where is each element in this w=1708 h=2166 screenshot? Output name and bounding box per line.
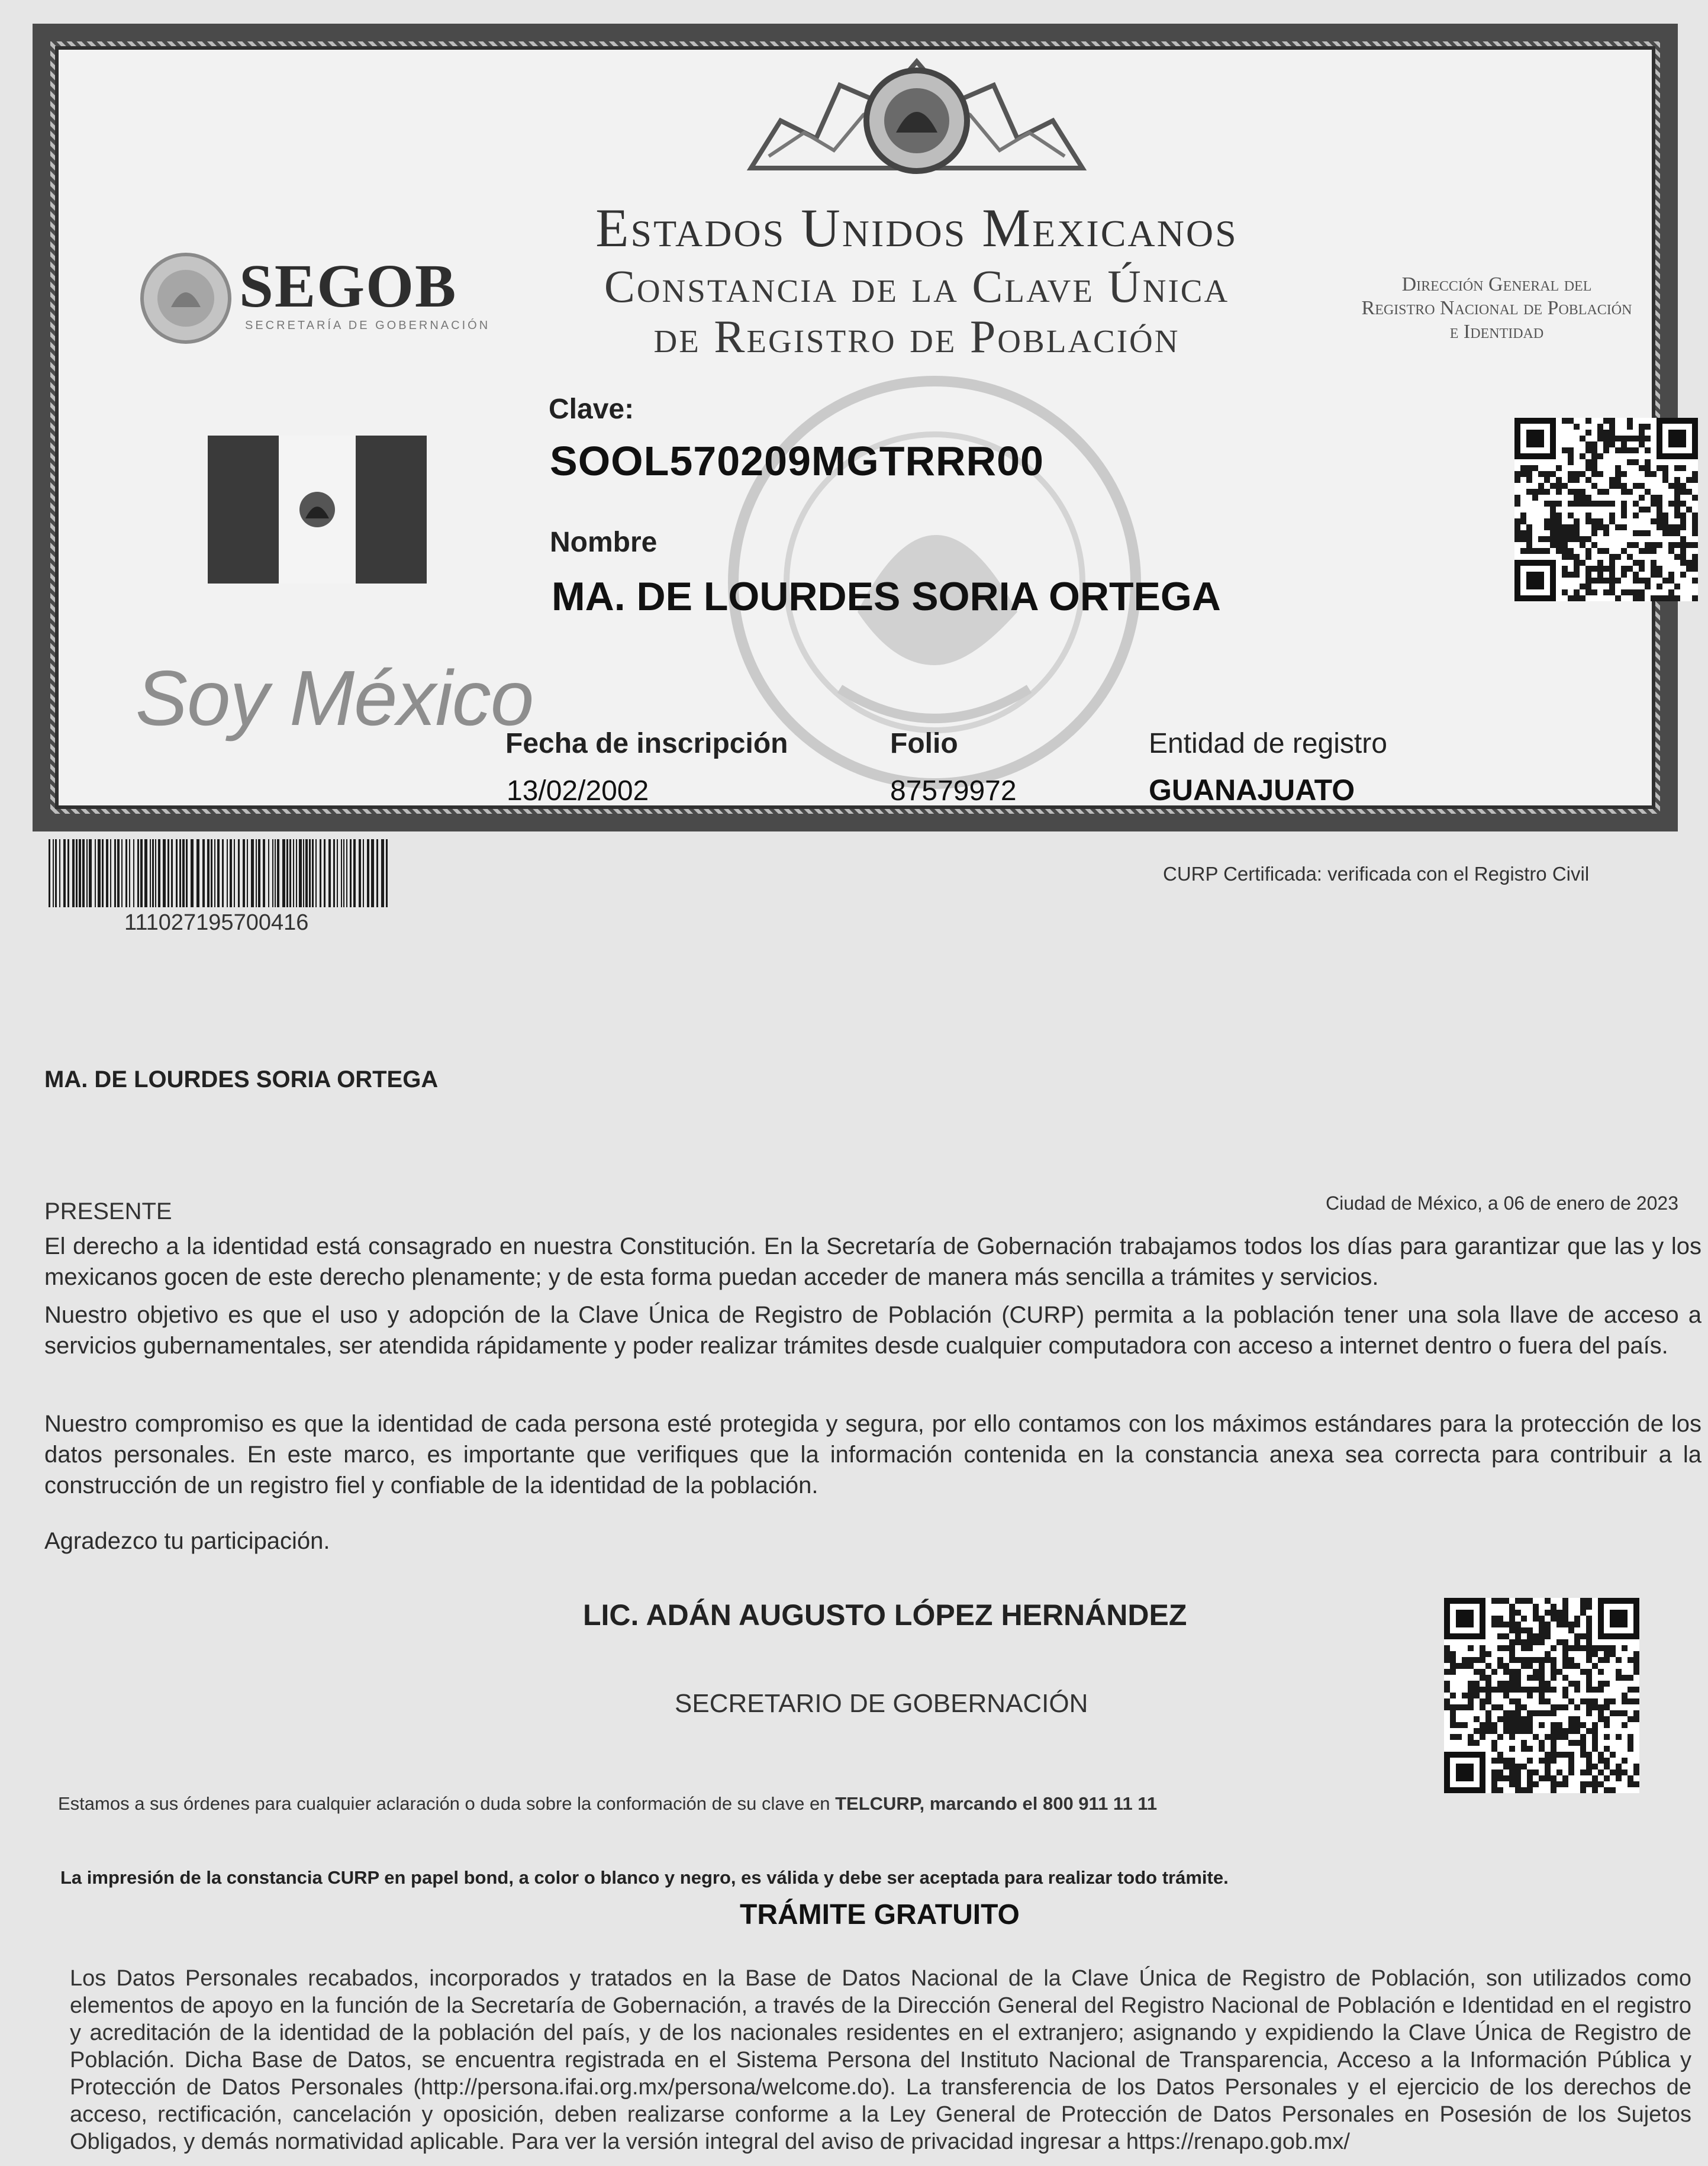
direccion-line1: Dirección General del <box>1401 273 1592 295</box>
national-emblem-icon <box>745 50 1088 174</box>
fecha-inscripcion-label: Fecha de inscripción <box>505 728 788 759</box>
print-validity-note: La impresión de la constancia CURP en papel bond, a color o blanco y negro, es válida y debe ser aceptada para realizar todo trámite. <box>60 1867 1229 1888</box>
segob-title: SEGOB <box>239 252 457 320</box>
barcode-number: 111027195700416 <box>124 910 309 935</box>
privacy-notice: Los Datos Personales recabados, incorporados y tratados en la Base de Datos Nacional de la Clave Única de Registro de Población, son utilizados como elementos de apoyo en la función de la Secretaría de Gobernación, a través de la Dirección General del Registro Nacional de Población e Identidad en el registro y acreditación de la identidad de la población del país, y de los nacionales residentes en el extranjero; asignando y expidiendo la Clave Única de Registro de Población. Dicha Base de Datos, se encuentra registrada en el Sistema Persona del Instituto Nacional de Transparencia, Acceso a la Información Pública y Protección de Datos Personales (http://persona.ifai.org.mx/persona/welcome.do). La transferencia de los Datos Personales y el ejercicio de los derechos de acceso, rectificación, cancelación y oposición, deben realizarse conforme a la Ley General de Protección de Datos Personales en Posesión de los Sujetos Obligados, y demás normatividad aplicable. Para ver la versión integral del aviso de privacidad ingresar a https://renapo.gob.mx/ <box>70 1966 1691 2154</box>
barcode-icon <box>47 839 389 907</box>
segob-subtitle: SECRETARÍA DE GOBERNACIÓN <box>245 319 491 332</box>
letter-paragraph: Nuestro compromiso es que la identidad de cada persona esté protegida y segura, por ello contamos con los máximos estándares para la protección de los datos personales. En este marco, es importante que verifiques que la información contenida en la constancia anexa sea correcta para contribuir a la construcción de un registro fiel y confiable de la identidad de la población. <box>44 1411 1701 1498</box>
document-title-line2: de Registro de Población <box>653 311 1180 362</box>
direccion-line3: e Identidad <box>1449 321 1544 343</box>
contact-note <box>58 1793 1157 1814</box>
segob-seal-icon <box>138 251 233 346</box>
entidad-registro-value: GUANAJUATO <box>1149 773 1355 807</box>
certification-note: CURP Certificada: verificada con el Registro Civil <box>1163 863 1590 885</box>
contact-phone: TELCURP, marcando el 800 911 11 11 <box>835 1793 1158 1814</box>
nombre-label: Nombre <box>550 527 658 558</box>
letter-recipient: MA. DE LOURDES SORIA ORTEGA <box>44 1066 439 1092</box>
clave-label: Clave: <box>549 394 634 425</box>
contact-text: Estamos a sus órdenes para cualquier aclaración o duda sobre la conformación de su clave en <box>58 1793 836 1814</box>
letter-paragraph: El derecho a la identidad está consagrado en nuestra Constitución. En la Secretaría de Gobernación trabajamos todos los días para garantizar que las y los mexicanos gocen de este derecho plenamente; y de esta forma puedan acceder de manera más sencilla a trámites y servicios. <box>44 1233 1701 1290</box>
letter-closing: Agradezco tu participación. <box>44 1528 330 1554</box>
direccion-line2: Registro Nacional de Población <box>1361 297 1632 319</box>
document-title-line1: Constancia de la Clave Única <box>604 260 1230 312</box>
qr-code-icon <box>1514 418 1698 601</box>
letter-salutation: PRESENTE <box>44 1198 172 1224</box>
clave-value: SOOL570209MGTRRR00 <box>550 438 1044 484</box>
letter-place-date: Ciudad de México, a 06 de enero de 2023 <box>1326 1192 1678 1214</box>
qr-code-icon <box>1444 1598 1639 1793</box>
curp-certificate-card <box>33 24 1678 831</box>
folio-value: 87579972 <box>890 775 1017 807</box>
seal-watermark-icon <box>662 334 1207 795</box>
fecha-inscripcion-value: 13/02/2002 <box>507 775 649 807</box>
letter-paragraph: Nuestro objetivo es que el uso y adopción de la Clave Única de Registro de Población (CURP) permita a la población tener una sola llave de acceso a servicios gubernamentales, ser atendida rápidamente y poder realizar trámites desde cualquier computadora con acceso a internet dentro o fuera del país. <box>44 1302 1701 1359</box>
folio-label: Folio <box>890 728 958 759</box>
signer-name: LIC. ADÁN AUGUSTO LÓPEZ HERNÁNDEZ <box>583 1598 1187 1632</box>
certificate-inner-panel <box>55 46 1655 809</box>
slogan: Soy México <box>136 655 534 742</box>
tramite-gratuito: TRÁMITE GRATUITO <box>740 1899 1020 1930</box>
entidad-registro-label: Entidad de registro <box>1149 728 1387 759</box>
signer-title: SECRETARIO DE GOBERNACIÓN <box>675 1689 1088 1718</box>
mexico-flag-icon <box>208 436 427 584</box>
country-heading: Estados Unidos Mexicanos <box>595 198 1238 258</box>
nombre-value: MA. DE LOURDES SORIA ORTEGA <box>552 574 1221 619</box>
